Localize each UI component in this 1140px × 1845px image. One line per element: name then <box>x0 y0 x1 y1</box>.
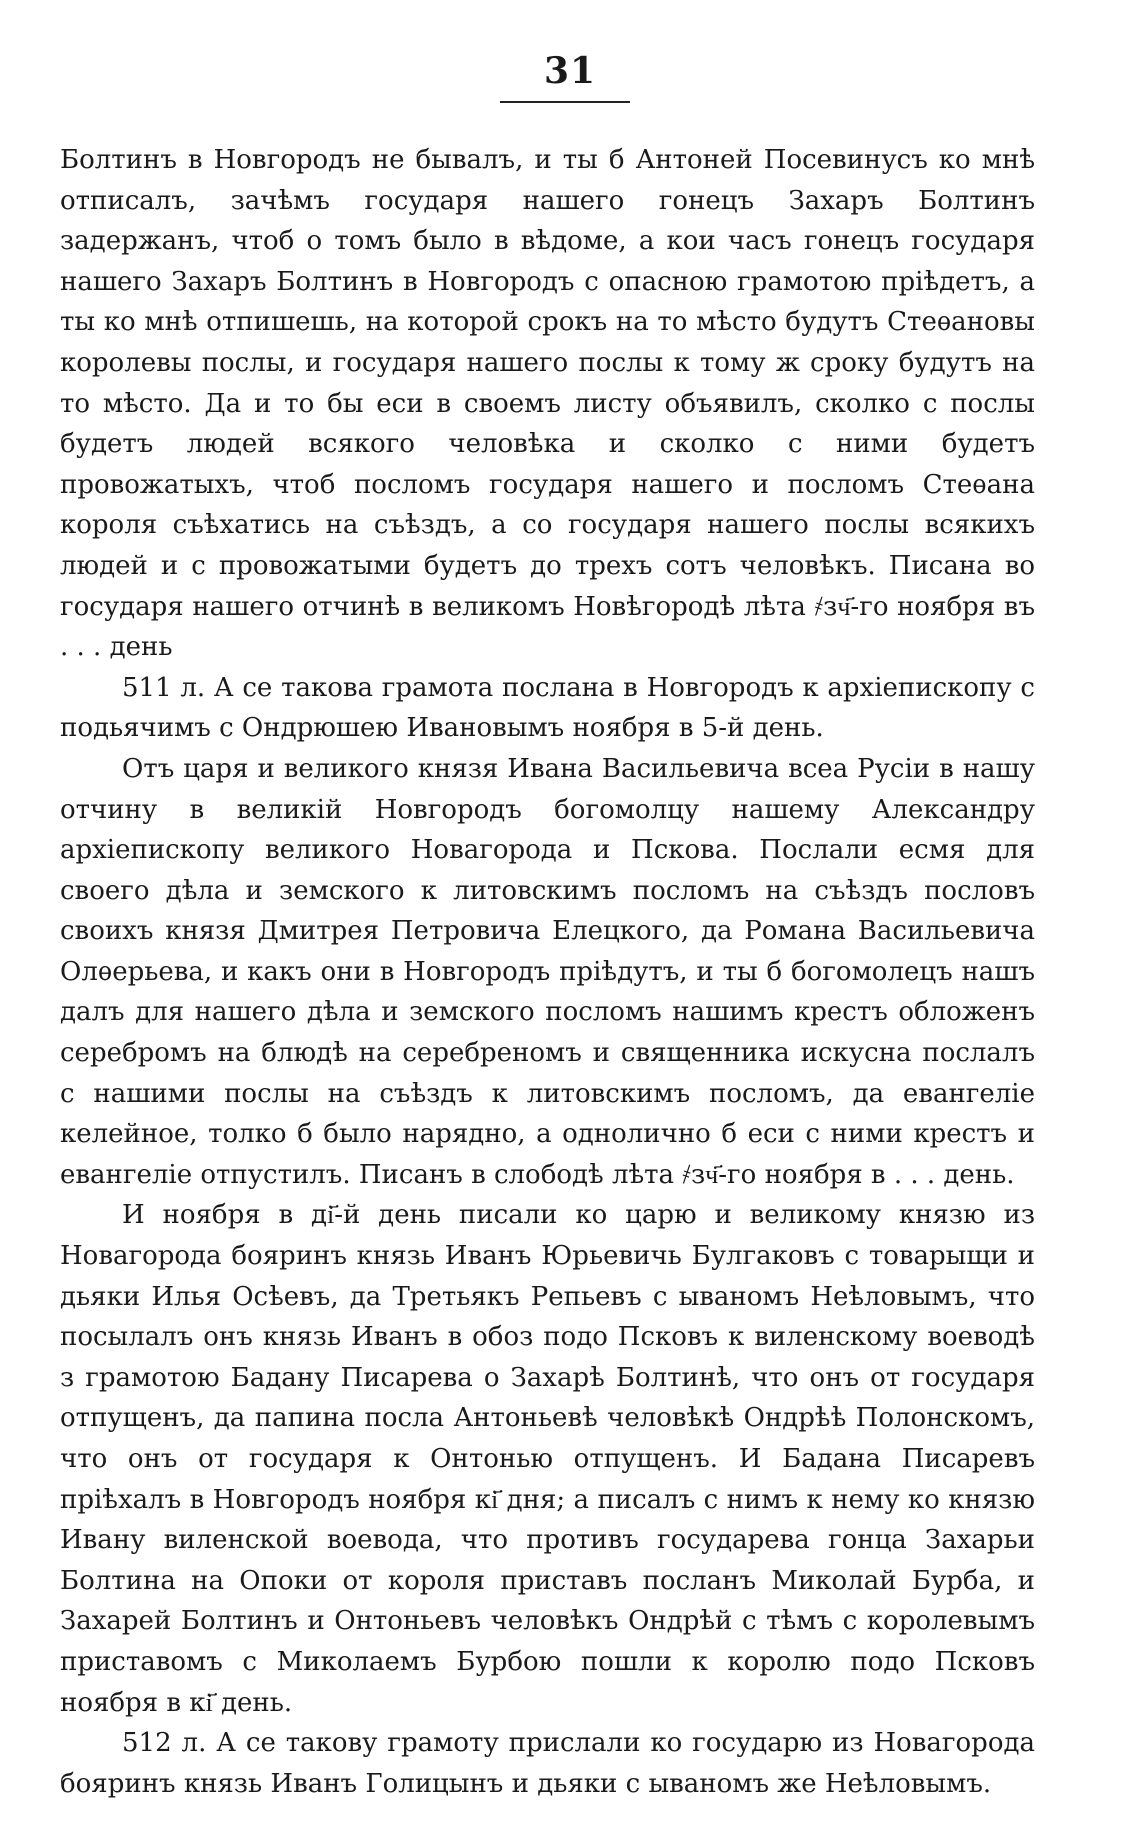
paragraph-november-report: И ноября в ді҃-й день писали ко царю и великому князю из Новагорода бояринъ князь Иванъ Юрьевичь Булгаковъ с товарыщи и дьяки Илья Осѣевъ, да Третьякъ Репьевъ с ываномъ Неѣловымъ, что посылалъ онъ князь Иванъ в обоз подо Псковъ к виленскому воеводѣ з грамотою Бадану Писарева о Захарѣ Болтинѣ, что онъ от государя отпущенъ, да папина посла Антоньевѣ человѣкѣ Ондрѣѣ Полонскомъ, что онъ от государя к Онтонью отпущенъ. И Бадана Писаревъ прiѣхалъ в Новгородъ ноября кі҃ дня; а писалъ с нимъ к нему ко князю Ивану виленской воевода, что противъ государева гонца Захарьи Болтина на Опоки от короля приставъ посланъ Миколай Бурба, и Захарей Болтинъ и Онтоньевъ человѣкъ Ондрѣй с тѣмъ с королевымъ приставомъ с Миколаемъ Бурбою пошли к королю подо Псковъ ноября в кі҃ день. <box>60 1200 1035 1718</box>
paragraph-tsar-letter: Отъ царя и великого князя Ивана Васильевича всеа Русiи в нашу отчину в великiй Новгородъ богомолцу нашему Александру архiепископу великого Новагорода и Пскова. Послали есмя для своего дѣла и земского к литовскимъ посломъ на съѣздъ пословъ своихъ князя Дмитрея Петровича Елецкого, да Романа Васильевича Олѳерьева, и какъ они в Новгородъ прiѣдутъ, и ты б богомолецъ нашъ далъ для нашего дѣла и земского посломъ нашимъ крестъ обложенъ серебромъ на блюдѣ на серебреномъ и священника искусна послалъ с нашими послы на съѣздъ к литовскимъ посломъ, да евангелiе келейное, толко б было нарядно, а однолично б еси с ними крестъ и евангелiе отпустилъ. Писанъ в слободѣ лѣта ҂зч҃-го ноября в . . . день. <box>60 753 1035 1190</box>
page-number: 31 <box>543 50 597 92</box>
paragraph-entry-512: 512 л. А се такову грамоту прислали ко государю из Новагорода бояринъ князь Иванъ Голицынъ и дьяки с ываномъ же Неѣловымъ. <box>60 1728 1035 1799</box>
page-number-rule <box>500 101 630 103</box>
body-text <box>60 140 1035 1804</box>
paragraph-letter-continuation: Болтинъ в Новгородъ не бывалъ, и ты б Антоней Посевинусъ ко мнѣ отписалъ, зачѣмъ государя нашего гонецъ Захаръ Болтинъ задержанъ, чтоб о томъ было в вѣдоме, а кои часъ гонецъ государя нашего Захаръ Болтинъ в Новгородъ с опасною грамотою прiѣдетъ, а ты ко мнѣ отпишешь, на которой срокъ на то мѣсто будутъ Стеѳановы королевы послы, и государя нашего послы к тому ж сроку будутъ на то мѣсто. Да и то бы еси в своемъ листу объявилъ, сколко с послы будетъ людей всякого человѣка и сколко с ними будетъ провожатыхъ, чтоб посломъ государя нашего и посломъ Стеѳана короля съѣхатись на съѣздъ, а со государя нашего послы всякихъ людей и с провожатыми будетъ до трехъ сотъ человѣкъ. Писана во государя нашего отчинѣ в великомъ Новѣгородѣ лѣта ҂зч҃-го ноября въ . . . день <box>60 145 1035 663</box>
paragraph-entry-511: 511 л. А се такова грамота послана в Новгородъ к архiепископу с подьячимъ с Ондрюшею Ивановымъ ноября в 5-й день. <box>60 672 1035 744</box>
